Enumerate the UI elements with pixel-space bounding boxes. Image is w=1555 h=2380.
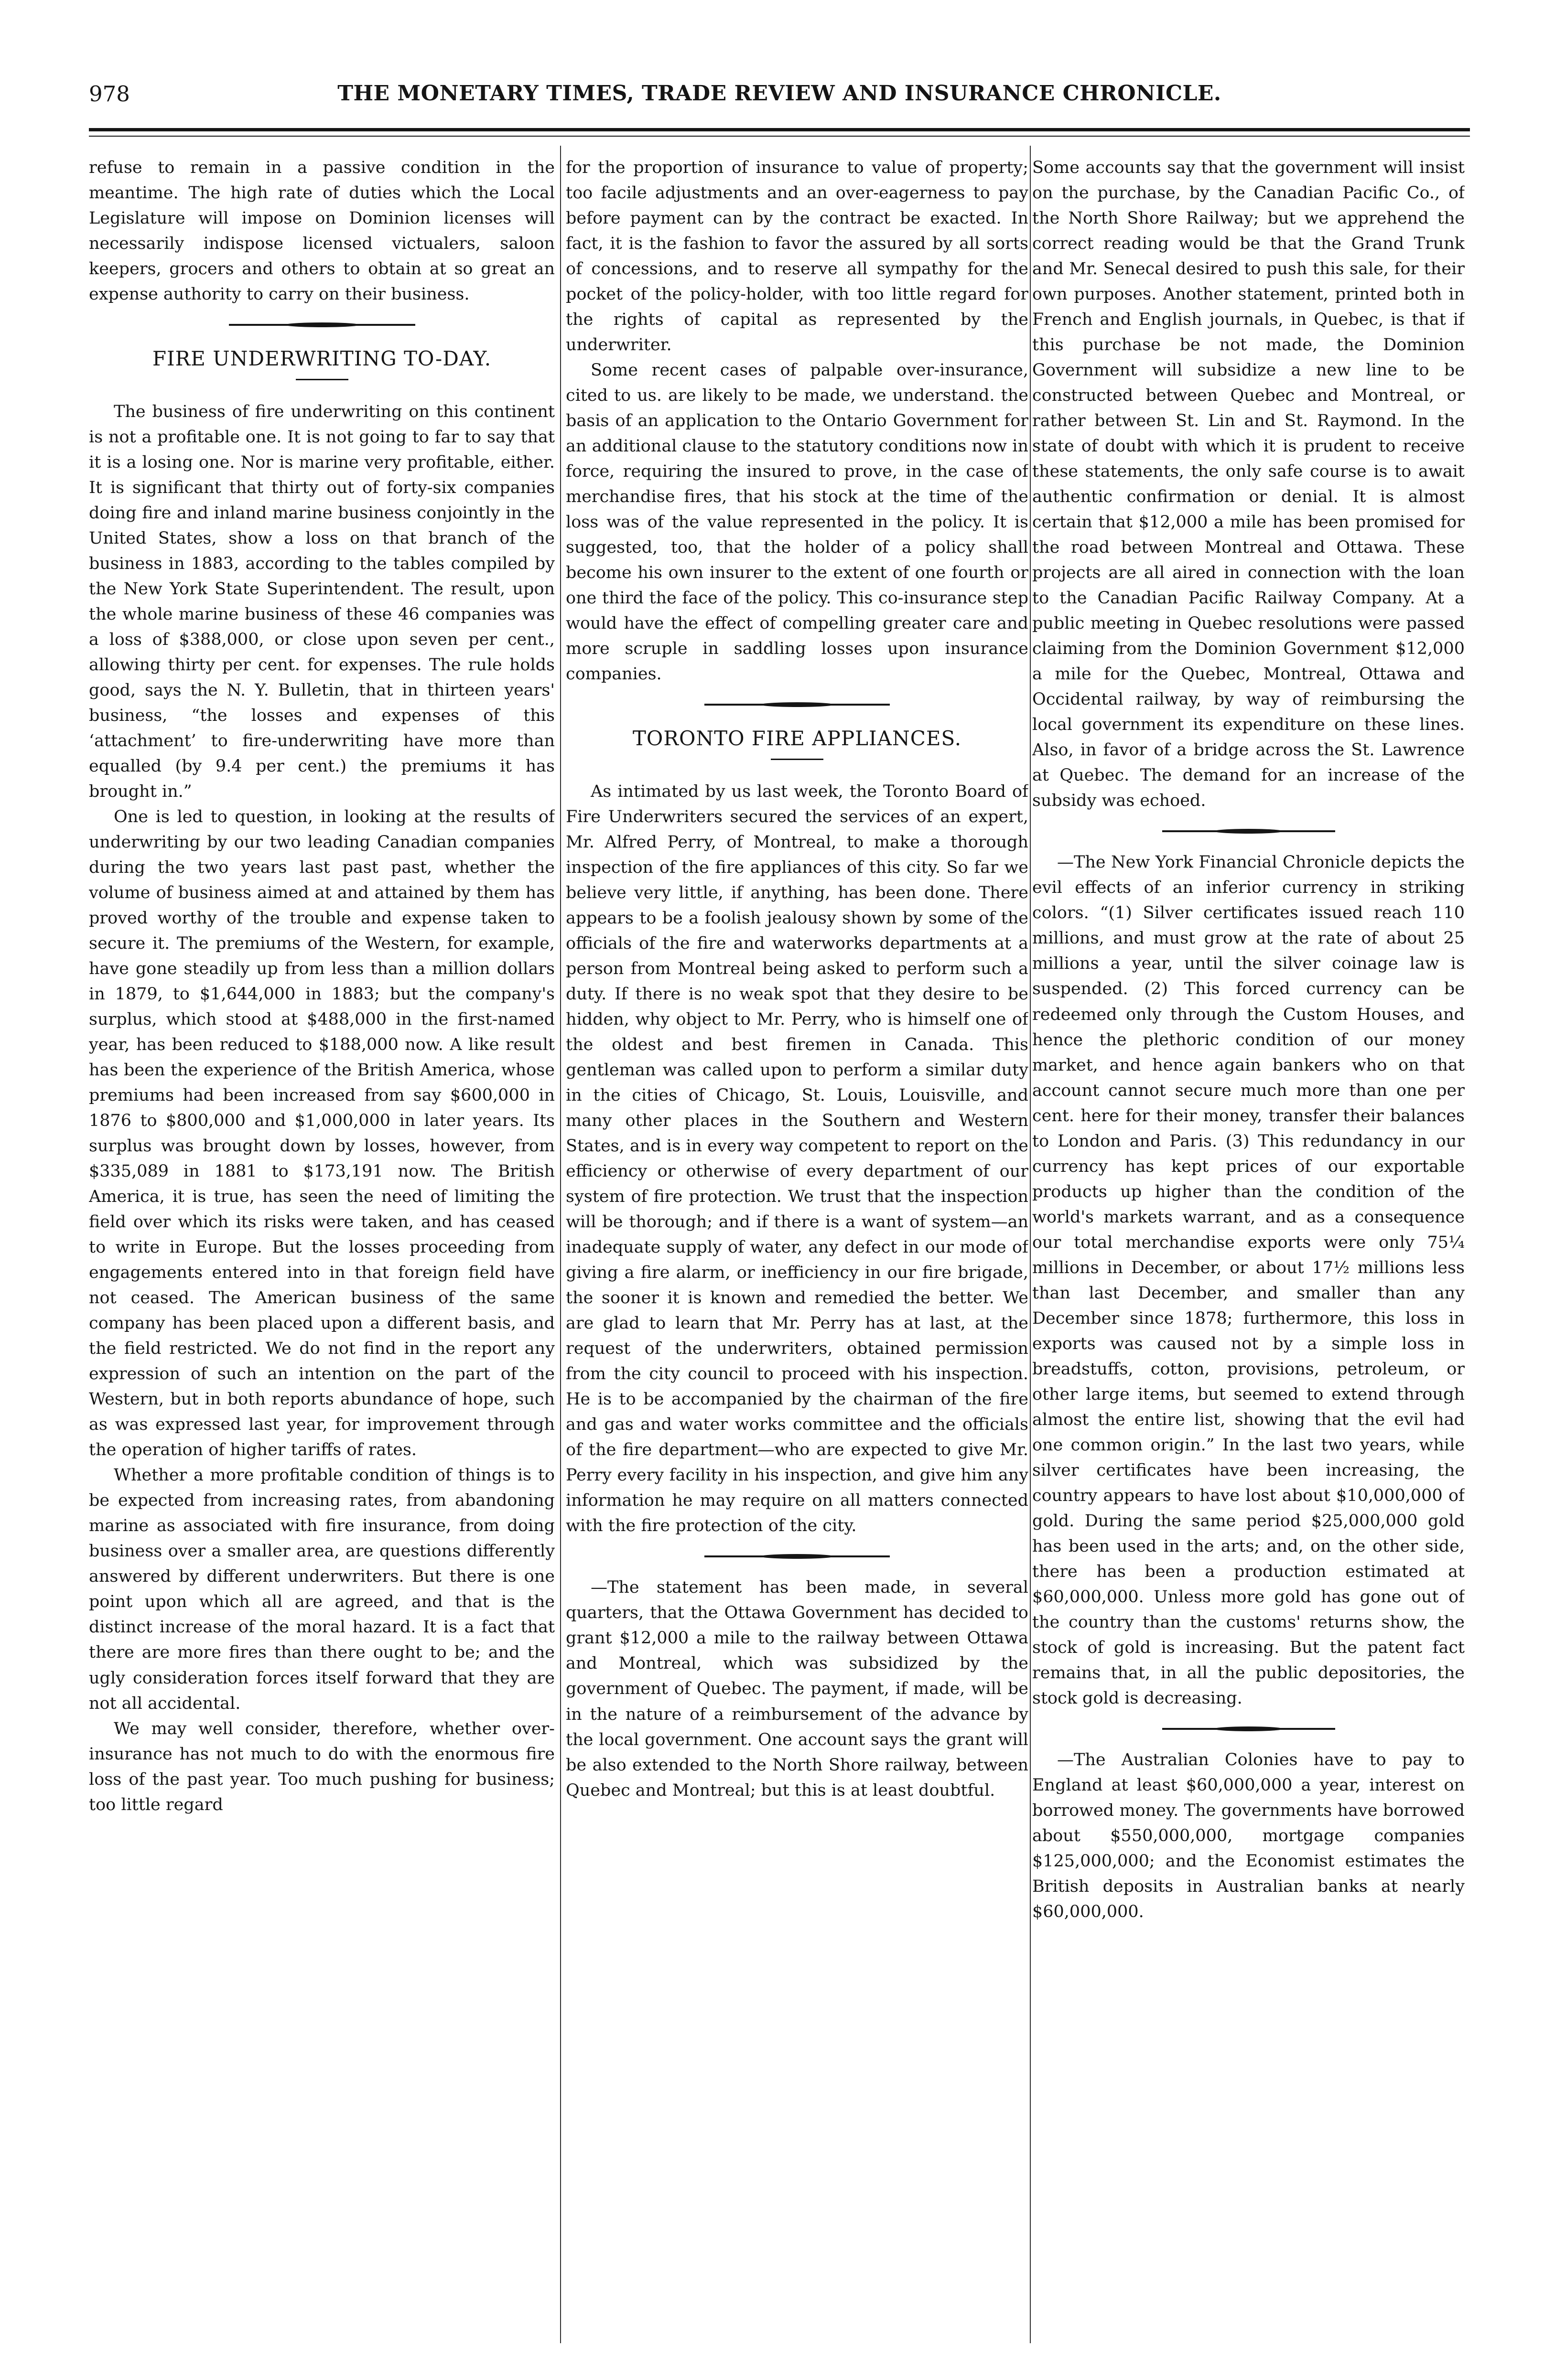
article-paragraph: Some recent cases of palpable over-insurance, cited to us. are likely to be made, we understand. the basis of an application to the Ontario Government for an additional clause to the statutory conditions now in force, requiring the insured to prove, in the case of merchandise fires, that his stock at the time of the loss was of the value represented in the policy. It is suggested, too, that the holder of a policy shall become his own insurer to the extent of one fourth or one third the face of the policy. This co-insurance step would have the effect of compelling greater care and more scruple in saddling losses upon insurance companies. [566,361,1028,684]
article-paragraph: The business of fire underwriting on this continent is not a profitable one. It is not going to far to say that it is a losing one. Nor is marine very profitable, either. It is significant that thirty out of forty-six companies doing fire and inland marine business conjointly in the United States, show a loss on that branch of the business in 1883, according to the tables compiled by the New York State Superintendent. The result, upon the whole marine business of these 46 companies was a loss of $388,000, or close upon seven per cent., allowing thirty per cent. for expenses. The rule holds good, says the N. Y. Bulletin, that in thirteen years' business, “the losses and expenses of this ‘attachment’ to fire-underwriting have more than equalled (by 9.4 per cent.) the premiums it has brought in.” [89,402,555,801]
header-rule-bottom [89,136,1470,137]
article-separator [1032,825,1465,839]
article-separator [566,1550,1028,1565]
page-number: 978 [89,81,130,107]
article-separator [1032,1723,1465,1737]
article-heading: FIRE UNDERWRITING TO-DAY. [152,347,492,371]
article-paragraph: One is led to question, in looking at the results of underwriting by our two leading Canadian companies during the two years last past past, whether the volume of business aimed at and attained by them has proved worthy of the trouble and expense taken to secure it. The premiums of the Western, for example, have gone steadily up from less than a million dollars in 1879, to $1,644,000 in 1883; but the company's surplus, which stood at $488,000 in the first-named year, has been reduced to $188,000 now. A like result has been the experience of the British America, whose premiums had been increased from say $600,000 in 1876 to $800,000 and $1,000,000 in later years. Its surplus was brought down by losses, however, from $335,089 in 1881 to $173,191 now. The British America, it is true, has seen the need of limiting the field over which its risks were taken, and has ceased to write in Europe. But the losses proceeding from engagements entered into in that foreign field have not ceased. The American business of the same company has been placed upon a different basis, and the field restricted. We do not find in the report any expression of such an intention on the part of the Western, but in both reports abundance of hope, such as was expressed last year, for improvement through the operation of higher tariffs of rates. [89,807,555,1460]
heading-rule [771,759,823,760]
masthead-title: THE MONETARY TIMES, TRADE REVIEW AND INSURANCE CHRONICLE. [337,81,1221,106]
page-header [89,81,1470,119]
article-paragraph: Some accounts say that the government will insist on the purchase, by the Canadian Pacific Co., of the North Shore Railway; but we apprehend the correct reading would be that the Grand Trunk and Mr. Senecal desired to push this sale, for their own purposes. Another statement, printed both in French and English journals, in Quebec, is that if this purchase be not made, the Dominion Government will subsidize a new line to be constructed between Quebec and Montreal, or rather between St. Lin and St. Raymond. In the state of doubt with which it is prudent to receive these statements, the only safe course is to await authentic confirmation or denial. It is almost certain that $12,000 a mile has been promised for the road between Montreal and Ottawa. These projects are all aired in connection with the loan to the Canadian Pacific Railway Company. At a public meeting in Quebec resolutions were passed claiming from the Dominion Government $12,000 a mile for the Quebec, Montreal, Ottawa and Occidental railway, by way of reimbursing the local government its expenditure on these lines. Also, in favor of a bridge across the St. Lawrence at Quebec. The demand for an increase of the subsidy was echoed. [1032,158,1465,811]
article-paragraph: for the proportion of insurance to value of property; too facile adjustments and an over-eagerness to pay before payment can by the contract be exacted. In fact, it is the fashion to favor the assured by all sorts of concessions, and to reserve all sympathy for the pocket of the policy-holder, with too little regard for the rights of capital as represented by the underwriter. [566,158,1028,355]
column-divider-right [1030,146,1031,2343]
header-rule-top [89,128,1470,131]
article-paragraph: —The New York Financial Chronicle depicts the evil effects of an inferior currency in striking colors. “(1) Silver certificates issued reach 110 millions, and must grow at the rate of about 25 millions a year, until the silver coinage law is suspended. (2) This forced currency can be redeemed only through the Custom Houses, and hence the plethoric condition of our money market, and hence again bankers who on that account cannot secure much more than one per cent. here for their money, transfer their balances to London and Paris. (3) This redundancy in our currency has kept prices of our exportable products up higher than the condition of the world's markets warrant, and as a consequence our total merchandise exports were only 75¼ millions in December, or about 17½ millions less than last December, and smaller than any December since 1878; furthermore, this loss in exports was caused not by a simple loss in breadstuffs, cotton, provisions, petroleum, or other large items, but seemed to extend through almost the entire list, showing that the evil had one common origin.” In the last two years, while silver certificates have been increasing, the country appears to have lost about $10,000,000 of gold. During the same period $25,000,000 gold has been used in the arts; and, on the other side, there has been a production estimated at $60,000,000. Unless more gold has gone out of the country than the customs' returns show, the stock of gold is increasing. But the patent fact remains that, in all the public depositories, the stock gold is decreasing. [1032,853,1465,1708]
article-paragraph: Whether a more profitable condition of things is to be expected from increasing rates, from abandoning marine as associated with fire insurance, from doing business over a smaller area, are questions differently answered by different underwriters. But there is one point upon which all are agreed, and that is the distinct increase of the moral hazard. It is a fact that there are more fires than there ought to be; and the ugly consideration forces itself forward that they are not all accidental. [89,1466,555,1713]
article-paragraph: —The statement has been made, in several quarters, that the Ottawa Government has decided to grant $12,000 a mile to the railway between Ottawa and Montreal, which was subsidized by the government of Quebec. The payment, if made, will be in the nature of a reimbursement of the advance by the local government. One account says the grant will be also extended to the North Shore railway, between Quebec and Montreal; but this is at least doubtful. [566,1578,1028,1800]
article-paragraph: refuse to remain in a passive condition in the meantime. The high rate of duties which the Local Legislature will impose on Dominion licenses will necessarily indispose licensed victualers, saloon keepers, grocers and others to obtain at so great an expense authority to carry on their business. [89,158,555,304]
article-paragraph: As intimated by us last week, the Toronto Board of Fire Underwriters secured the services of an expert, Mr. Alfred Perry, of Montreal, to make a thorough inspection of the fire appliances of this city. So far we believe very little, if anything, has been done. There appears to be a foolish jealousy shown by some of the officials of the fire and waterworks departments at a person from Montreal being asked to perform such a duty. If there is no weak spot that they desire to be hidden, why object to Mr. Perry, who is himself one of the oldest and best firemen in Canada. This gentleman was called upon to perform a similar duty in the cities of Chicago, St. Louis, Louisville, and many other places in the Southern and Western States, and is in every way competent to report on the efficiency or otherwise of every department of our system of fire protection. We trust that the inspection will be thorough; and if there is a want of system—an inadequate supply of water, any defect in our mode of giving a fire alarm, or inefficiency in our fire brigade, the sooner it is known and remedied the better. We are glad to learn that Mr. Perry has at last, at the request of the underwriters, obtained permission from the city council to proceed with his inspection. He is to be accompanied by the chairman of the fire and gas and water works committee and the officials of the fire department—who are expected to give Mr. Perry every facility in his inspection, and give him any information he may require on all matters connected with the fire protection of the city. [566,782,1028,1536]
article-separator [566,698,1028,713]
column-divider-left [560,146,561,2343]
column-middle [566,155,1028,2334]
article-separator [89,319,555,333]
heading-rule [296,379,348,380]
article-paragraph: We may well consider, therefore, whether over-insurance has not much to do with the enormous fire loss of the past year. Too much pushing for business; too little regard [89,1719,555,1814]
article-heading: TORONTO FIRE APPLIANCES. [632,727,962,750]
column-right [1032,155,1465,2334]
column-left [89,155,555,2334]
article-paragraph: —The Australian Colonies have to pay to England at least $60,000,000 a year, interest on borrowed money. The governments have borrowed about $550,000,000, mortgage companies $125,000,000; and the Economist estimates the British deposits in Australian banks at nearly $60,000,000. [1032,1750,1465,1922]
